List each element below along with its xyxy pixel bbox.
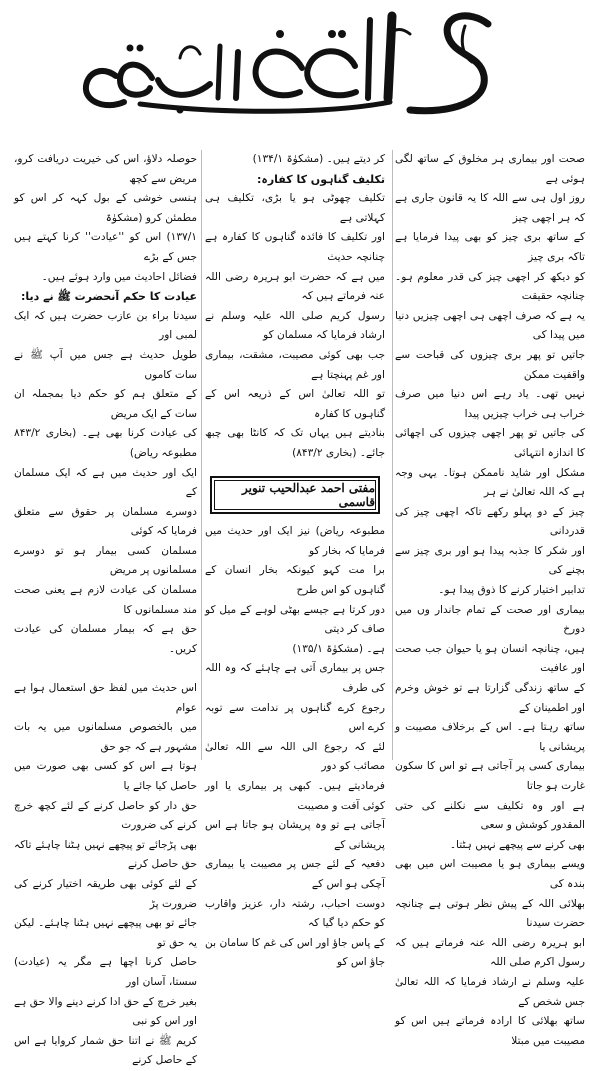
text-line: فضائل احادیث میں وارد ہوئے ہیں۔: [41, 270, 197, 283]
section-heading: عیادت کا حکم آنحضرت ﷺ نے دیا:: [20, 290, 197, 304]
section-heading: تکلیف گناہوں کا کفارہ:: [257, 172, 385, 186]
text-line: جب بھی کوئی مصیبت، مشقت، بیماری اور غم پہنچتا ہے: [205, 348, 385, 381]
text-line: کر دیتے ہیں۔ (مشکوٰۃ ۱۳۴/۱): [252, 153, 385, 165]
text-line: مسلمان کی عیادت لازم ہے یعنی صحت مند مسلمانوں کا: [14, 584, 197, 616]
text-line: مشکل اور شاید ناممکن ہوتا۔ یہی وجہ ہے کہ اللہ تعالیٰ نے ہر: [395, 466, 585, 499]
author-byline-box: [210, 476, 380, 514]
text-line: تدابیر اختیار کرنے کا ذوق پیدا ہو۔: [438, 584, 585, 597]
text-line: جائے تو بھی پیچھے نہیں ہٹنا چاہئے۔ لیکن یہ حق تو: [14, 917, 197, 949]
text-line: کی جاتیں تو پھر اچھی چیزوں کی اچھائی کا اندازہ انتہائی: [395, 427, 585, 459]
text-line: بھی کرنے سے پیچھے نہیں ہٹتا۔: [449, 838, 585, 851]
text-line: صحت اور بیماری ہر مخلوق کے ساتھ لگی ہوئی ہے: [395, 153, 585, 185]
spacer-line: [14, 659, 197, 679]
text-line: بغیر خرچ کے حق ادا کرنے دینے والا حق ہے اور اس کو نبی: [14, 995, 197, 1028]
text-line: ساتھ بھلائی کا ارادہ فرماتے ہیں اس کو مصیبت میں مبتلا: [395, 1015, 585, 1047]
text-line: مسلمان کسی بیمار ہو تو دوسرے مسلمانوں پر مریض: [14, 544, 197, 577]
text-line: بیماری کسی پر آجاتی ہے تو اس کا سکون غارت ہو جاتا: [395, 760, 585, 792]
text-line: طویل حدیث ہے جس میں آپ ﷺ نے سات کاموں: [14, 348, 197, 381]
text-line: ہیں، چنانچہ انسان ہو یا حیوان جب صحت اور عافیت: [395, 642, 585, 675]
text-column-right: [395, 150, 585, 1047]
text-line: اور شکر کا جذبہ پیدا ہو اور بری چیز سے بچنے کی: [395, 544, 585, 577]
text-line: ہے۔ (مشکوٰۃ ۱۳۵/۱): [292, 642, 385, 655]
text-line: آجاتی ہے تو وہ پریشان ہو جاتا ہے اس پریشانی کے: [205, 819, 385, 851]
calligraphy-title-graphic: [70, 6, 500, 118]
text-line: میں ہے کہ حضرت ابو ہریرہ رضی اللہ عنہ فرماتے ہیں کہ: [205, 270, 385, 303]
text-line: حاصل کرنا اچھا ہے مگر یہ (عیادت) سستا، آسان اور: [14, 956, 197, 988]
text-line: بھی پڑجائے تو پیچھے نہیں ہٹنا چاہئے تاکہ حق حاصل کرنے: [14, 838, 197, 871]
text-line: بیماری اور صحت کے تمام جاندار وں میں دورخ: [395, 603, 585, 636]
text-line: کے ساتھ زندگی گزارتا ہے تو خوش وخرم اور اطمینان کے: [395, 682, 585, 714]
text-line: ساتھ رہتا ہے۔ اس کے برخلاف مصیبت و پریشانی یا: [395, 721, 585, 753]
text-line: دوست احباب، رشتہ دار، عزیز واقارب کو حکم دیا گیا کہ: [205, 897, 385, 930]
text-line: روز اول ہی سے اللہ کا یہ قانون جاری ہے کہ ہر اچھی چیز: [395, 192, 585, 224]
text-line: جاتیں تو پھر بری چیزوں کی قباحت سے واقفیت ممکن: [395, 348, 585, 381]
text-line: مطبوعہ ریاض) نیز ایک اور حدیث میں فرمایا کہ بخار کو: [205, 525, 385, 557]
text-line: برا مت کہو کیونکہ بخار انسان کے گناہوں کو اس طرح: [205, 564, 385, 597]
text-line: ابو ہریرہ رضی اللہ عنہ فرماتے ہیں کہ رسول اکرم صلی اللہ: [395, 936, 585, 969]
text-line: کریم ﷺ نے اتنا حق شمار کروایا ہے اس کے حاصل کرنے: [14, 1034, 197, 1067]
article-header: [70, 6, 500, 118]
text-line: ۱۳۷/۱) اس کو ''عیادت'' کرنا کہتے ہیں جس کے بڑے: [14, 231, 197, 263]
text-line: یہ ہے کہ صرف اچھی ہی اچھی چیزیں دنیا میں پیدا کی: [395, 309, 585, 342]
text-line: ویسے بیماری ہو یا مصیبت اس میں بھی بندہ کی: [395, 858, 585, 890]
text-line: ہنسی خوشی کے بول کہہ کر اس کو مطمئن کرو (مشکوٰۃ: [14, 192, 197, 224]
text-line: تو اللہ تعالیٰ اس کے ذریعہ اس کے گناہوں کا کفارہ: [205, 388, 385, 420]
text-line: بنادیتے ہیں یہاں تک کہ کانٹا بھی چبھ جائے۔ (بخاری ۸۴۳/۲): [205, 427, 385, 459]
text-line: لئے کہ رجوع الی اللہ سے اللہ تعالیٰ مصائب کو دور: [205, 740, 385, 773]
column-divider: [201, 150, 202, 760]
text-line: حق ہے کہ بیمار مسلمان کی عیادت کریں۔: [14, 623, 197, 655]
text-line: سیدنا براء بن عازب حضرت ہیں کہ ایک لمبی اور: [14, 309, 197, 342]
text-column-left: [14, 150, 197, 1067]
text-line: دوسرے مسلمان پر حقوق سے متعلق فرمایا کہ کوئی: [14, 505, 197, 538]
text-line: دور کرتا ہے جیسے بھٹی لوہے کے میل کو صاف کر دیتی: [205, 603, 385, 636]
text-line: فرمادیتے ہیں۔ کبھی پر بیماری یا اور کوئی آفت و مصیبت: [205, 780, 385, 812]
text-line: کے لئے کوئی بھی طریقہ اختیار کرنے کی ضرورت پڑ: [14, 877, 197, 910]
text-line: رسول کریم صلی اللہ علیہ وسلم نے ارشاد فرمایا کہ مسلمان کو: [205, 309, 385, 342]
text-line: علیہ وسلم نے ارشاد فرمایا کہ اللہ تعالیٰ جس شخص کے: [395, 975, 585, 1008]
text-line: تکلیف چھوٹی ہو یا بڑی، تکلیف ہی کہلاتی ہے: [205, 192, 385, 224]
text-line: چیز کے دو پہلو رکھے تاکہ اچھی چیز کی قدردانی: [395, 505, 585, 538]
text-line: حق دار کو حاصل کرنے کے لئے کچھ خرچ کرنے کی ضرورت: [14, 799, 197, 832]
text-line: بھلائی اللہ کے پیش نظر ہوتی ہے چنانچہ حضرت سیدنا: [395, 897, 585, 930]
article-title: [70, 76, 500, 97]
text-line: حوصلہ دلاؤ، اس کی خیریت دریافت کرو، مریض سے کچھ: [14, 153, 197, 185]
text-line: نہیں تھی۔ یاد رہے اس دنیا میں صرف خراب ہی خراب چیزیں پیدا: [395, 388, 585, 420]
text-line: دفعیہ کے لئے جس پر مصیبت یا بیماری آچکی ہو اس کے: [205, 858, 385, 890]
text-column-middle: [205, 150, 385, 969]
text-line: رجوع کرے گناہوں پر ندامت سے توبہ کرے اس: [205, 701, 385, 734]
text-line: ہوتا ہے اس کو کسی بھی صورت میں حاصل کیا جائے یا: [14, 760, 197, 792]
text-line: اس حدیث میں لفظ حق استعمال ہوا ہے عوام: [14, 682, 197, 714]
text-line: اور تکلیف کا فائدہ گناہوں کا کفارہ ہے چنانچہ حدیث: [205, 231, 385, 263]
column-divider: [392, 150, 393, 760]
author-name: مفتی احمد عبدالحیب تنویر قاسمی: [214, 480, 376, 510]
text-line: ہے اور وہ تکلیف سے نکلنے کی حتی المقدور کوشش و سعی: [395, 799, 585, 832]
text-line: کو دیکھ کر اچھی چیز کی قدر معلوم ہو۔ چنانچہ حقیقت: [395, 270, 585, 303]
text-line: کے پاس جاؤ اور اس کی غم کا سامان بن جاؤ اس کو: [205, 936, 385, 969]
text-line: کی عیادت کرنا بھی ہے۔ (بخاری ۸۴۳/۲ مطبوعہ ریاض): [14, 427, 197, 459]
text-line: ایک اور حدیث میں ہے کہ ایک مسلمان کے: [14, 466, 197, 499]
text-line: کے متعلق ہم کو حکم دیا بمجملہ ان سات کے ایک مریض: [14, 388, 197, 420]
text-line: میں بالخصوص مسلمانوں میں یہ بات مشہور ہے کہ جو حق: [14, 721, 197, 753]
text-line: جس پر بیماری آتی ہے چاہئے کہ وہ اللہ کی طرف: [205, 662, 385, 695]
text-line: کے ساتھ بری چیز کو بھی پیدا فرمایا ہے تاکہ بری چیز: [395, 231, 585, 263]
